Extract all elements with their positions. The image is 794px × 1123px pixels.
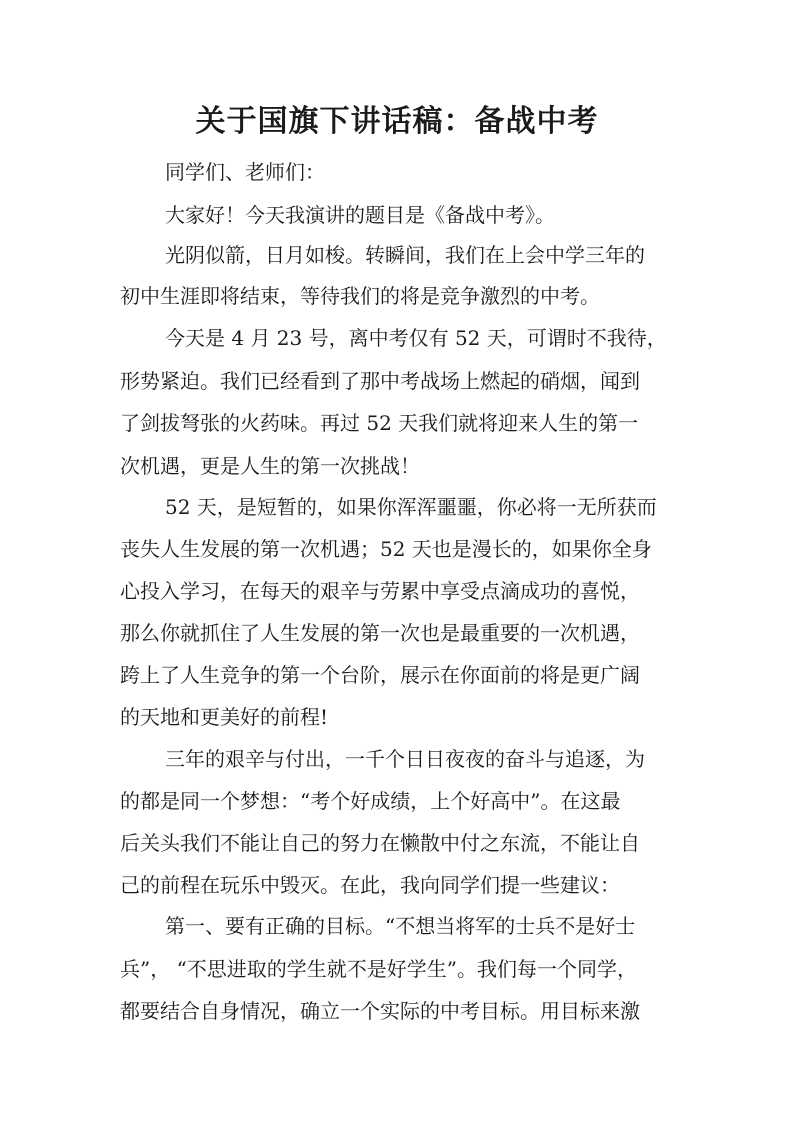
- text-line: 丧失人生发展的第一次机遇；52 天也是漫长的，如果你全身: [120, 537, 652, 561]
- text-line: 今天是 4 月 23 号，离中考仅有 52 天，可谓时不我待，: [165, 326, 667, 350]
- text-line: 了剑拔弩张的火药味。再过 52 天我们就将迎来人生的第一: [120, 411, 639, 435]
- text-line: 次机遇，更是人生的第一次挑战！: [120, 454, 420, 478]
- text-line: 的天地和更美好的前程!: [120, 705, 329, 729]
- text-line: 初中生涯即将结束，等待我们的将是竞争激烈的中考。: [120, 284, 600, 308]
- text-line: 兵”， “不思进取的学生就不是好学生”。我们每一个同学，: [120, 957, 638, 981]
- text-line: 跨上了人生竞争的第一个台阶，展示在你面前的将是更广阔: [120, 663, 640, 687]
- text-line: 同学们、老师们：: [165, 160, 325, 184]
- text-line: 形势紧迫。我们已经看到了那中考战场上燃起的硝烟，闻到: [120, 369, 640, 393]
- text-line: 心投入学习，在每天的艰辛与劳累中享受点滴成功的喜悦，: [120, 579, 640, 603]
- text-line: 己的前程在玩乐中毁灭。在此，我向同学们提一些建议：: [120, 873, 620, 897]
- text-line: 大家好！今天我演讲的题目是《备战中考》。: [165, 203, 555, 227]
- text-line: 光阴似箭，日月如梭。转瞬间，我们在上会中学三年的: [165, 243, 645, 267]
- text-line: 后关头我们不能让自己的努力在懒散中付之东流，不能让自: [120, 831, 640, 855]
- text-line: 那么你就抓住了人生发展的第一次也是最重要的一次机遇，: [120, 621, 640, 645]
- document-title: 关于国旗下讲话稿：备战中考: [195, 104, 599, 139]
- text-line: 52 天，是短暂的，如果你浑浑噩噩，你必将一无所获而: [165, 495, 657, 519]
- text-line: 的都是同一个梦想：“考个好成绩，上个好高中”。在这最: [120, 789, 621, 813]
- text-line: 三年的艰辛与付出，一千个日日夜夜的奋斗与追逐，为: [165, 747, 645, 771]
- text-line: 第一、要有正确的目标。“不想当将军的士兵不是好士: [165, 914, 636, 938]
- text-line: 都要结合自身情况，确立一个实际的中考目标。用目标来激: [120, 999, 640, 1023]
